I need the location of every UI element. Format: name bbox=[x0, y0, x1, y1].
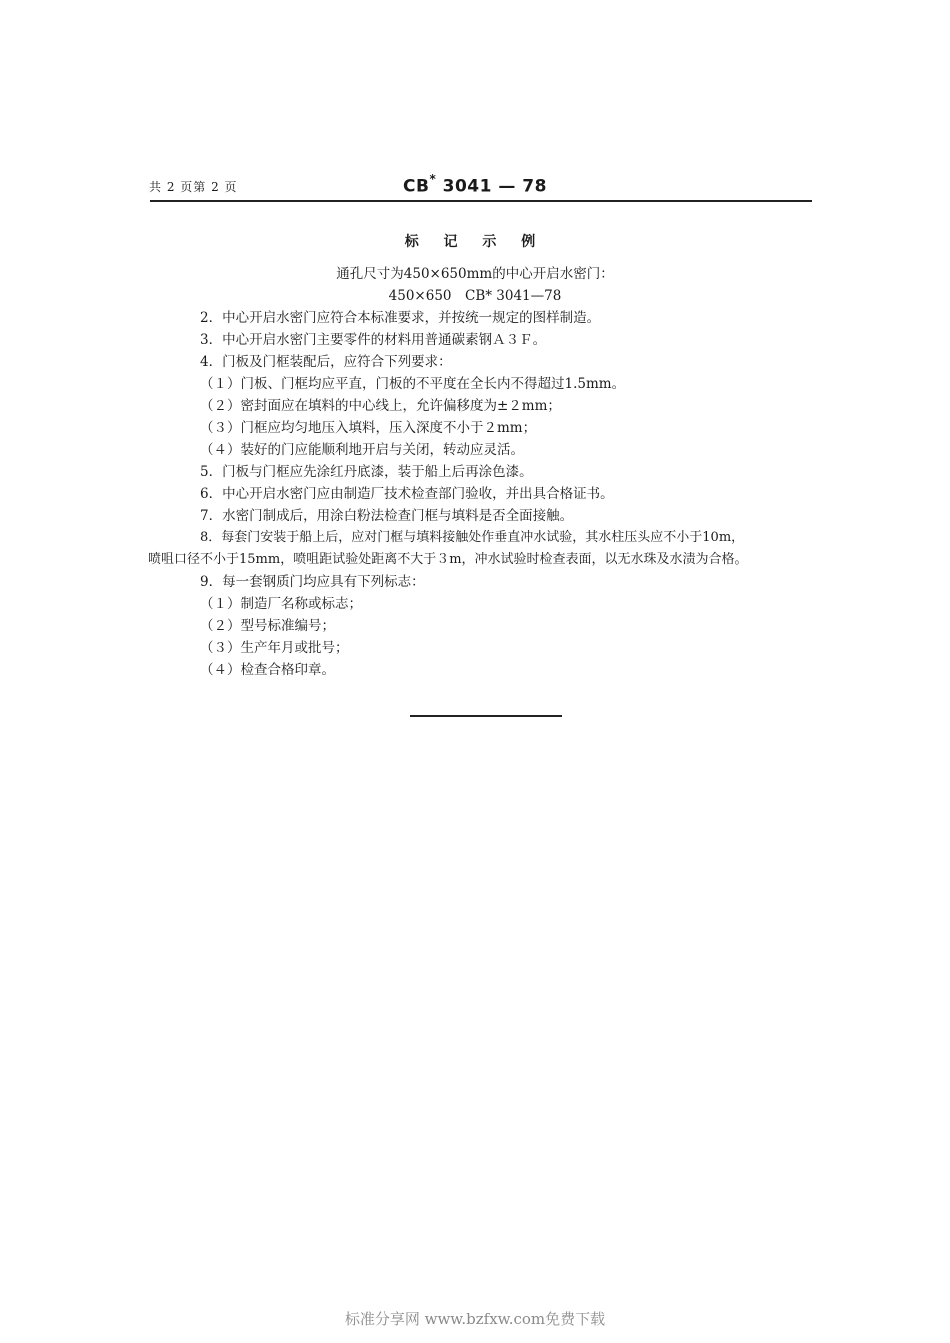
standard-code-prefix: CB bbox=[403, 176, 430, 197]
clause-9-3: （３）生产年月或批号； bbox=[200, 640, 349, 656]
clause-9: 9．每一套钢质门均应具有下列标志： bbox=[200, 574, 425, 590]
clause-4-4: （４）装好的门应能顺利地开启与关闭，转动应灵活。 bbox=[200, 442, 524, 458]
clause-9-4: （４）检查合格印章。 bbox=[200, 662, 335, 678]
clause-9-1: （１）制造厂名称或标志； bbox=[200, 596, 362, 612]
page-info: 共 2 页第 2 页 bbox=[149, 180, 238, 194]
standard-code-suffix: 3041 — 78 bbox=[436, 176, 547, 197]
clause-4: 4．门板及门框装配后，应符合下列要求： bbox=[200, 354, 452, 370]
marking-example-line-2: 450×650 CB* 3041—78 bbox=[388, 288, 562, 304]
clause-2: 2．中心开启水密门应符合本标准要求，并按统一规定的图样制造。 bbox=[200, 310, 601, 326]
header-rule bbox=[150, 200, 812, 202]
clause-8: 8．每套门安装于船上后，应对门框与填料接触处作垂直冲水试验，其水柱压头应不小于10m， bbox=[200, 530, 745, 545]
end-rule bbox=[410, 715, 562, 717]
clause-6: 6．中心开启水密门应由制造厂技术检查部门验收，并出具合格证书。 bbox=[200, 486, 614, 502]
watermark: 标准分享网 www.bzfxw.com免费下载 bbox=[344, 1310, 606, 1328]
standard-code-star: * bbox=[429, 172, 437, 186]
clause-4-3: （３）门框应均匀地压入填料，压入深度不小于２mm； bbox=[200, 420, 537, 436]
clause-4-1: （１）门板、门框均应平直，门板的不平度在全长内不得超过1.5mm。 bbox=[200, 376, 626, 392]
clause-4-2: （２）密封面应在填料的中心线上，允许偏移度为±２mm； bbox=[200, 398, 561, 414]
clause-9-2: （２）型号标准编号； bbox=[200, 618, 335, 634]
section-title: 标 记 示 例 bbox=[404, 234, 546, 250]
marking-example-line-1: 通孔尺寸为450×650mm的中心开启水密门： bbox=[336, 266, 614, 282]
clause-8-continued: 喷咀口径不小于15mm，喷咀距试验处距离不大于３m，冲水试验时检查表面，以无水珠及水渍为合格。 bbox=[148, 552, 748, 567]
standard-code bbox=[0, 174, 950, 197]
clause-7: 7．水密门制成后，用涂白粉法检查门框与填料是否全面接触。 bbox=[200, 508, 574, 524]
clause-3: 3．中心开启水密门主要零件的材料用普通碳素钢Ａ３Ｆ。 bbox=[200, 332, 547, 348]
clause-5: 5．门板与门框应先涂红丹底漆，装于船上后再涂色漆。 bbox=[200, 464, 533, 480]
